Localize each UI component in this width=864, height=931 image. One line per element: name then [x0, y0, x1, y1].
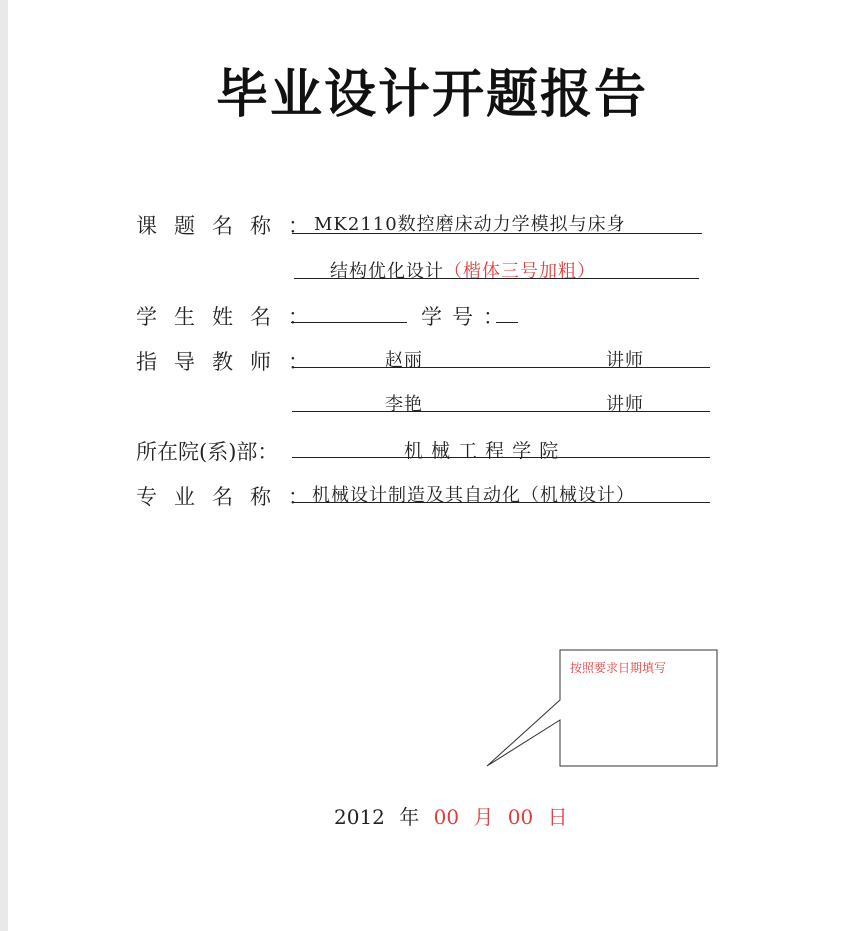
- callout-text: 按照要求日期填写: [570, 661, 667, 675]
- advisor-1-title: 讲师: [606, 350, 644, 371]
- font-note: （楷体三号加粗）: [444, 261, 596, 282]
- topic-underline-2: [294, 278, 699, 279]
- date-day-unit: 日: [547, 805, 568, 829]
- report-date: [334, 801, 576, 830]
- date-month-unit: 月: [473, 805, 494, 829]
- advisor-2-title: 讲师: [606, 394, 644, 415]
- advisor-underline-1: [292, 367, 710, 368]
- major-underline: [292, 502, 710, 503]
- date-year-unit: 年: [399, 805, 420, 829]
- topic-underline-1: [292, 233, 702, 234]
- student-number-label: 学号：: [421, 305, 514, 329]
- topic-label: 课题名称：: [136, 214, 326, 238]
- advisor-1-name: 赵丽: [385, 350, 423, 371]
- major-label: 专业名称：: [136, 485, 326, 509]
- department-label: 所在院(系)部：: [136, 440, 279, 464]
- topic-value-line2: [330, 257, 596, 283]
- student-name-field[interactable]: [291, 322, 407, 323]
- topic-value-line1: MK2110数控磨床动力学模拟与床身: [314, 214, 626, 235]
- major-value: 机械设计制造及其自动化（机械设计）: [312, 485, 635, 506]
- advisor-2-name: 李艳: [385, 394, 423, 415]
- date-year: 2012: [334, 805, 385, 829]
- topic-line2-text: 结构优化设计: [330, 261, 444, 282]
- advisor-label: 指导教师：: [136, 350, 326, 374]
- document-title: 毕业设计开题报告: [215, 65, 648, 125]
- department-value: 机 械 工 程 学 院: [404, 440, 560, 462]
- advisor-underline-2: [292, 411, 710, 412]
- date-month: 00: [433, 805, 460, 829]
- page-edge: [0, 0, 8, 931]
- student-name-label: 学生姓名：: [136, 305, 326, 329]
- department-underline: [292, 457, 710, 458]
- student-number-field[interactable]: [496, 322, 518, 323]
- date-day: 00: [507, 805, 534, 829]
